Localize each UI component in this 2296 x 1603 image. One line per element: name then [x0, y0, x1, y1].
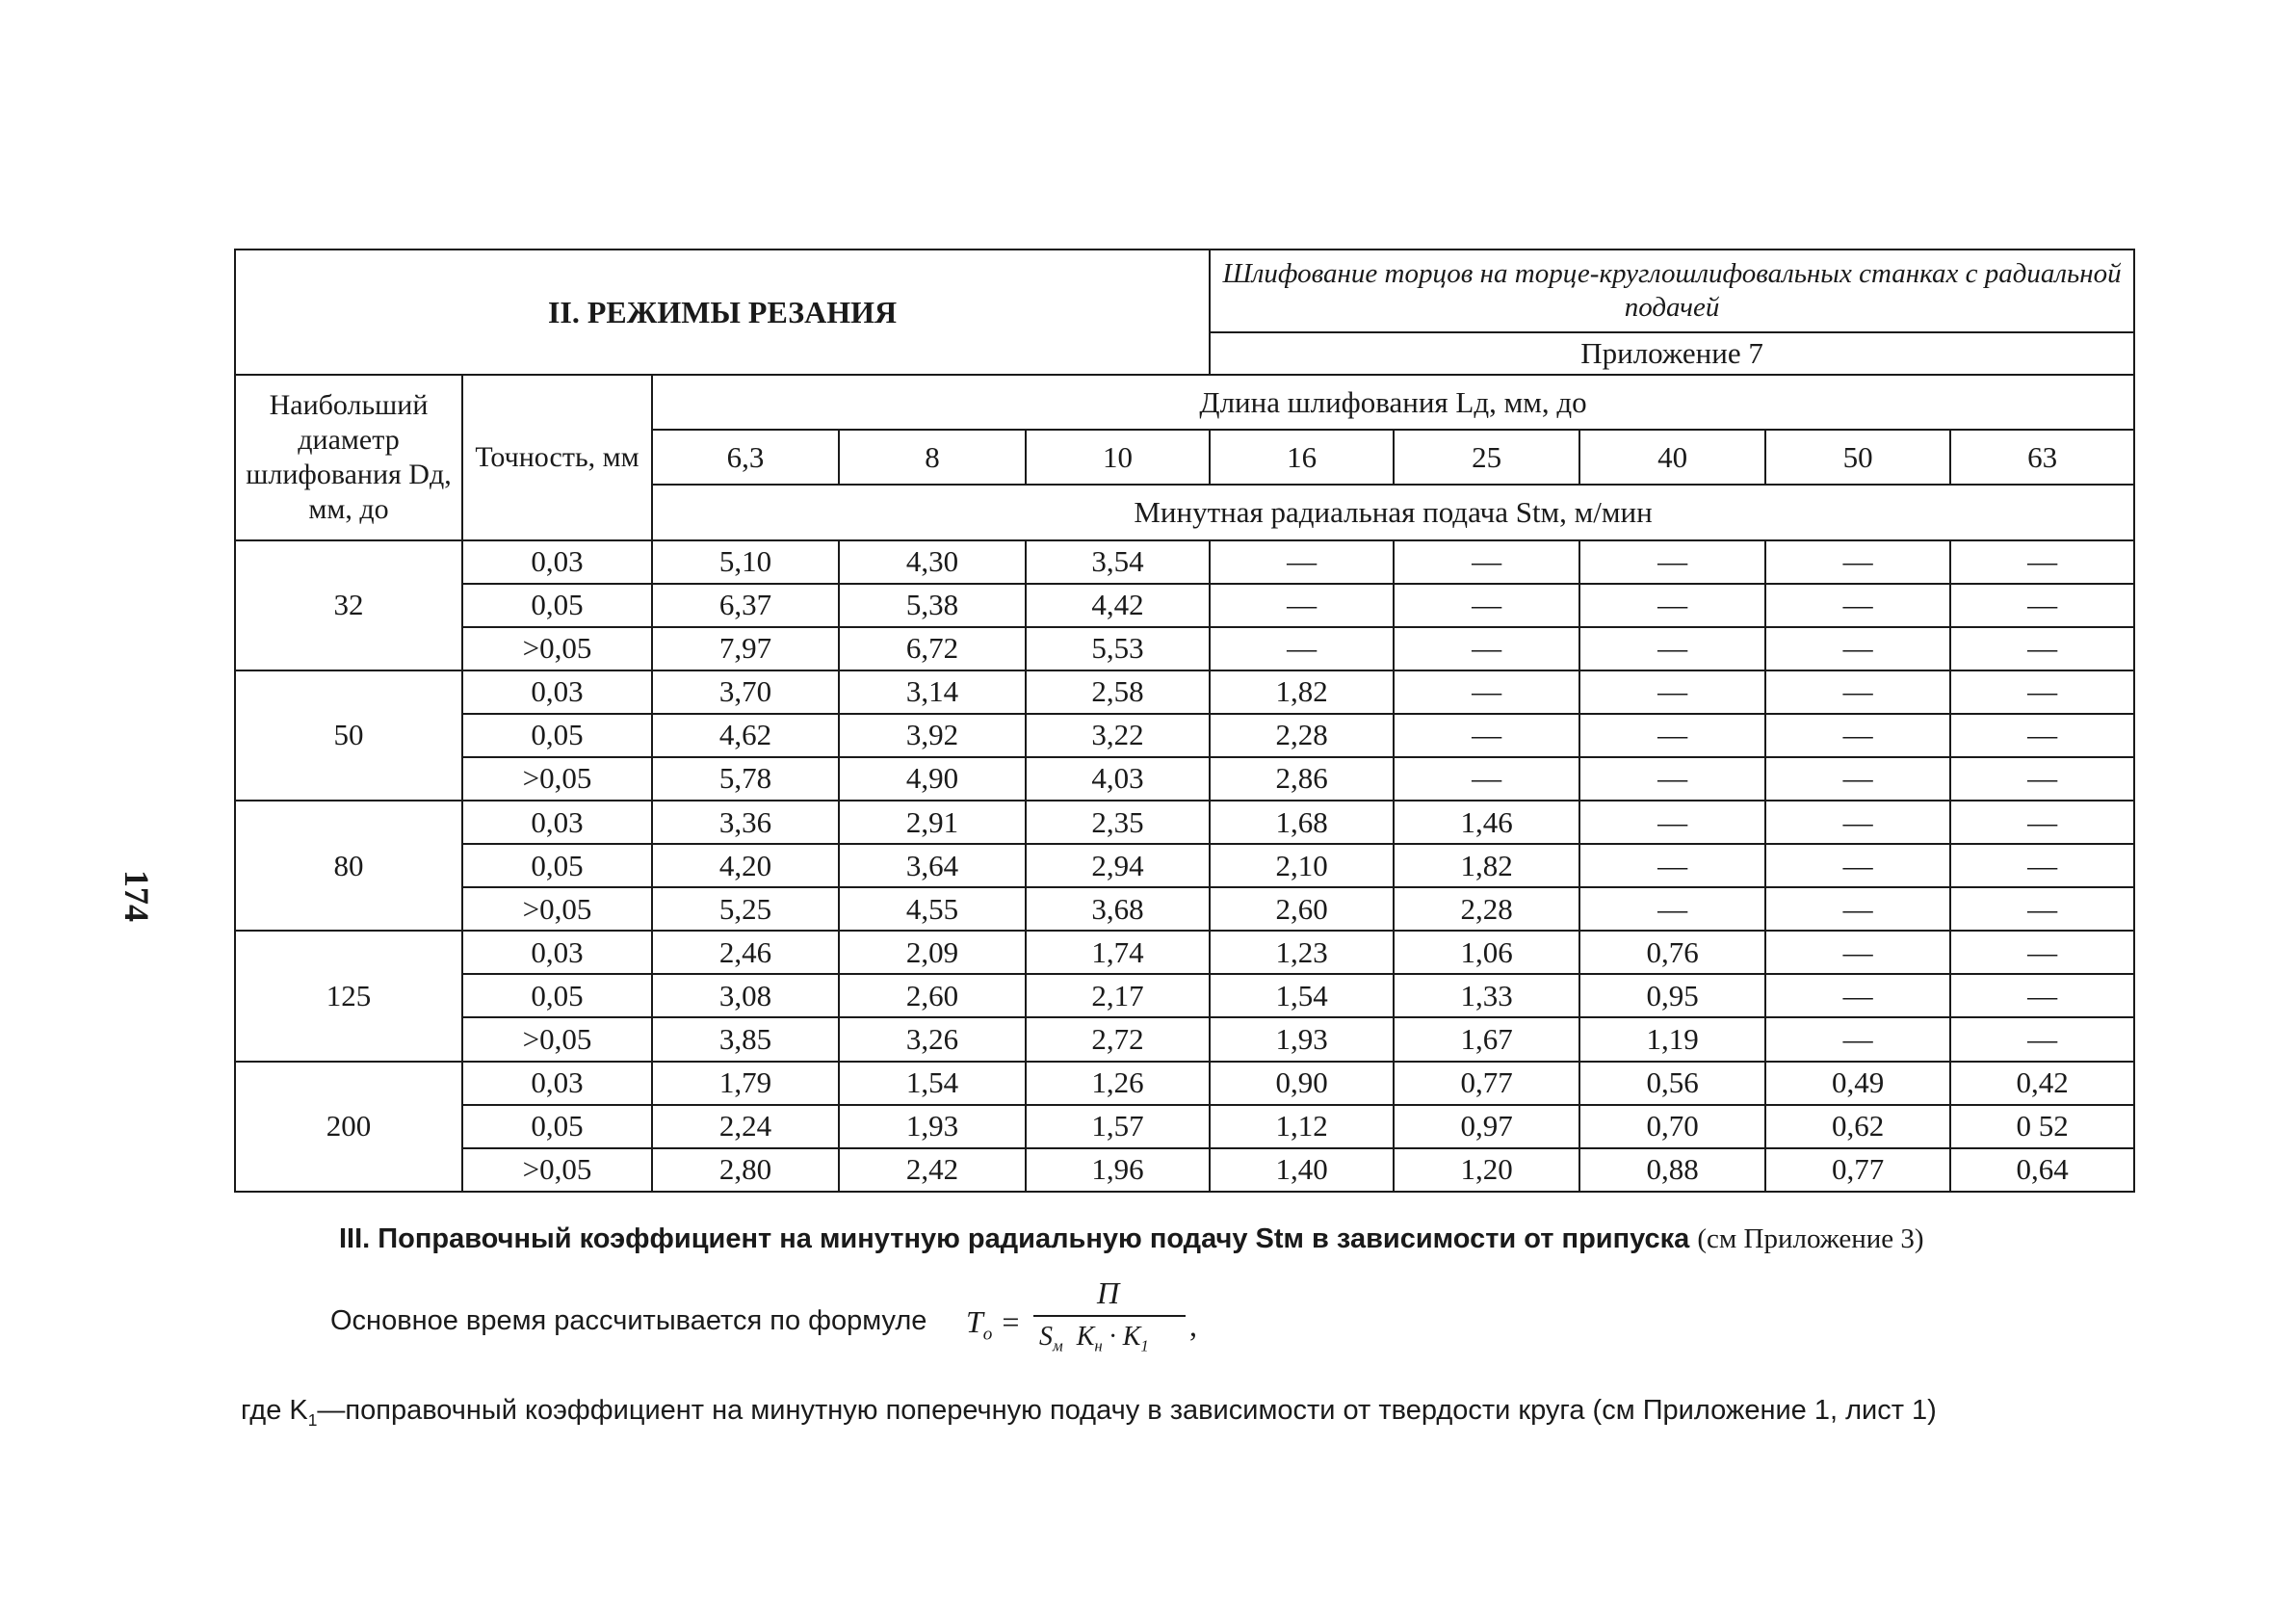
- table-row: [235, 714, 2134, 757]
- diameter-cell: 125: [235, 931, 462, 1061]
- table-row: [235, 844, 2134, 887]
- feed-value-cell: 6,37: [652, 584, 839, 627]
- feed-value-cell: —: [1765, 714, 1950, 757]
- section-title: II. РЕЖИМЫ РЕЗАНИЯ: [235, 250, 1210, 375]
- length-header-cell: 40: [1579, 430, 1765, 485]
- feed-value-cell: 2,24: [652, 1105, 839, 1148]
- cutting-modes-table: [234, 249, 2135, 1193]
- feed-value-cell: —: [1394, 540, 1579, 584]
- formula-fraction-bar: [1033, 1315, 1186, 1317]
- accuracy-cell: 0,05: [462, 974, 652, 1017]
- accuracy-cell: 0,05: [462, 844, 652, 887]
- accuracy-cell: 0,05: [462, 1105, 652, 1148]
- feed-value-cell: 0,76: [1579, 931, 1765, 974]
- feed-value-cell: —: [1579, 887, 1765, 931]
- table-row: [235, 584, 2134, 627]
- feed-value-cell: 2,94: [1026, 844, 1210, 887]
- feed-value-cell: 1,46: [1394, 801, 1579, 844]
- diameter-column-header: Наибольший диаметр шлифования Dд, мм, до: [235, 375, 462, 539]
- feed-value-cell: 3,22: [1026, 714, 1210, 757]
- feed-value-cell: 2,72: [1026, 1017, 1210, 1061]
- feed-value-cell: 1,82: [1210, 670, 1394, 714]
- formula-numerator: П: [1097, 1275, 1120, 1310]
- feed-value-cell: 3,26: [839, 1017, 1026, 1061]
- feed-value-cell: 3,08: [652, 974, 839, 1017]
- feed-value-cell: 2,35: [1026, 801, 1210, 844]
- feed-value-cell: —: [1579, 540, 1765, 584]
- feed-value-cell: 0,70: [1579, 1105, 1765, 1148]
- length-header-cell: 63: [1950, 430, 2134, 485]
- accuracy-cell: >0,05: [462, 627, 652, 670]
- feed-value-cell: 1,96: [1026, 1148, 1210, 1192]
- feed-value-cell: 2,60: [1210, 887, 1394, 931]
- feed-value-cell: —: [1765, 801, 1950, 844]
- table-row: [235, 1017, 2134, 1061]
- feed-value-cell: 0,95: [1579, 974, 1765, 1017]
- feed-value-cell: 2,80: [652, 1148, 839, 1192]
- feed-value-cell: 1,93: [1210, 1017, 1394, 1061]
- feed-value-cell: 5,25: [652, 887, 839, 931]
- feed-value-cell: 5,53: [1026, 627, 1210, 670]
- feed-value-cell: 7,97: [652, 627, 839, 670]
- feed-value-cell: —: [1579, 584, 1765, 627]
- feed-value-cell: —: [1394, 757, 1579, 801]
- feed-value-cell: —: [1394, 627, 1579, 670]
- feed-value-cell: —: [1579, 757, 1765, 801]
- accuracy-cell: 0,05: [462, 584, 652, 627]
- feed-value-cell: 2,58: [1026, 670, 1210, 714]
- feed-value-cell: 5,10: [652, 540, 839, 584]
- feed-value-cell: —: [1950, 887, 2134, 931]
- table-row: [235, 627, 2134, 670]
- accuracy-cell: >0,05: [462, 1017, 652, 1061]
- table-row: [235, 670, 2134, 714]
- basic-time-formula: [966, 1260, 1207, 1366]
- feed-value-cell: 1,93: [839, 1105, 1026, 1148]
- feed-value-cell: —: [1394, 714, 1579, 757]
- feed-value-cell: —: [1579, 801, 1765, 844]
- length-header-cell: 8: [839, 430, 1026, 485]
- feed-group-header: Минутная радиальная подача Stм, м/мин: [652, 485, 2134, 539]
- feed-value-cell: 1,74: [1026, 931, 1210, 974]
- feed-value-cell: —: [1765, 540, 1950, 584]
- feed-value-cell: —: [1950, 844, 2134, 887]
- feed-value-cell: —: [1210, 540, 1394, 584]
- feed-value-cell: 2,42: [839, 1148, 1026, 1192]
- feed-value-cell: 3,36: [652, 801, 839, 844]
- feed-value-cell: —: [1765, 931, 1950, 974]
- feed-value-cell: 1,26: [1026, 1062, 1210, 1105]
- feed-value-cell: —: [1950, 974, 2134, 1017]
- feed-value-cell: 5,78: [652, 757, 839, 801]
- feed-value-cell: 2,86: [1210, 757, 1394, 801]
- feed-value-cell: —: [1950, 670, 2134, 714]
- feed-value-cell: 0,77: [1765, 1148, 1950, 1192]
- feed-value-cell: 2,28: [1210, 714, 1394, 757]
- feed-value-cell: —: [1765, 1017, 1950, 1061]
- feed-value-cell: 1,68: [1210, 801, 1394, 844]
- feed-value-cell: 6,72: [839, 627, 1026, 670]
- feed-value-cell: 0,62: [1765, 1105, 1950, 1148]
- table-row: [235, 974, 2134, 1017]
- feed-value-cell: 0,97: [1394, 1105, 1579, 1148]
- feed-value-cell: 3,70: [652, 670, 839, 714]
- feed-value-cell: —: [1765, 670, 1950, 714]
- feed-value-cell: 1,79: [652, 1062, 839, 1105]
- feed-value-cell: 4,42: [1026, 584, 1210, 627]
- feed-value-cell: 0,90: [1210, 1062, 1394, 1105]
- feed-value-cell: 1,19: [1579, 1017, 1765, 1061]
- length-header-cell: 6,3: [652, 430, 839, 485]
- feed-value-cell: 1,23: [1210, 931, 1394, 974]
- feed-value-cell: 4,20: [652, 844, 839, 887]
- feed-value-cell: —: [1950, 801, 2134, 844]
- section-3-note: [339, 1223, 1924, 1255]
- table-row: [235, 1062, 2134, 1105]
- feed-value-cell: —: [1579, 627, 1765, 670]
- feed-value-cell: —: [1579, 670, 1765, 714]
- feed-value-cell: 1,33: [1394, 974, 1579, 1017]
- where-k1-note: где $K_1—поправочный$ коэффициент на минутную поперечную подачу в зависимости от твердости круга (см Приложение 1, лист 1): [241, 1395, 1937, 1430]
- feed-value-cell: 2,46: [652, 931, 839, 974]
- formula-denominator: $S_м$ $K_н \cdot K_1$: [1039, 1322, 1149, 1355]
- accuracy-column-header: Точность, мм: [462, 375, 652, 539]
- feed-value-cell: —: [1950, 627, 2134, 670]
- feed-value-cell: 3,85: [652, 1017, 839, 1061]
- section-3-reference: (см Приложение 3): [1697, 1223, 1924, 1254]
- feed-value-cell: 3,64: [839, 844, 1026, 887]
- feed-value-cell: —: [1765, 844, 1950, 887]
- diameter-cell: 50: [235, 670, 462, 801]
- formula-comma: ,: [1189, 1308, 1197, 1343]
- formula-intro: Основное время рассчитывается по формуле: [330, 1305, 927, 1336]
- feed-value-cell: —: [1394, 584, 1579, 627]
- feed-value-cell: 0 52: [1950, 1105, 2134, 1148]
- table-row: [235, 1148, 2134, 1192]
- feed-value-cell: 4,62: [652, 714, 839, 757]
- feed-value-cell: —: [1765, 887, 1950, 931]
- accuracy-cell: 0,03: [462, 540, 652, 584]
- length-group-header: Длина шлифования Lд, мм, до: [652, 375, 2134, 430]
- diameter-cell: 200: [235, 1062, 462, 1192]
- feed-value-cell: 2,91: [839, 801, 1026, 844]
- feed-value-cell: —: [1210, 627, 1394, 670]
- feed-value-cell: 1,82: [1394, 844, 1579, 887]
- accuracy-cell: 0,03: [462, 931, 652, 974]
- feed-value-cell: 3,92: [839, 714, 1026, 757]
- table-row: [235, 1105, 2134, 1148]
- feed-value-cell: 3,14: [839, 670, 1026, 714]
- feed-value-cell: 0,64: [1950, 1148, 2134, 1192]
- feed-value-cell: 1,67: [1394, 1017, 1579, 1061]
- page-number: 174: [117, 870, 156, 922]
- feed-value-cell: —: [1765, 584, 1950, 627]
- accuracy-cell: 0,03: [462, 670, 652, 714]
- feed-value-cell: —: [1950, 540, 2134, 584]
- feed-value-cell: 4,03: [1026, 757, 1210, 801]
- length-header-cell: 25: [1394, 430, 1579, 485]
- feed-value-cell: 2,10: [1210, 844, 1394, 887]
- length-header-cell: 50: [1765, 430, 1950, 485]
- accuracy-cell: 0,03: [462, 801, 652, 844]
- feed-value-cell: —: [1765, 757, 1950, 801]
- length-header-cell: 10: [1026, 430, 1210, 485]
- table-row: [235, 757, 2134, 801]
- feed-value-cell: —: [1950, 757, 2134, 801]
- table-row: [235, 540, 2134, 584]
- feed-value-cell: —: [1765, 627, 1950, 670]
- feed-value-cell: 1,57: [1026, 1105, 1210, 1148]
- feed-value-cell: 0,42: [1950, 1062, 2134, 1105]
- feed-value-cell: 2,17: [1026, 974, 1210, 1017]
- feed-value-cell: —: [1950, 931, 2134, 974]
- feed-value-cell: 1,20: [1394, 1148, 1579, 1192]
- feed-value-cell: 0,49: [1765, 1062, 1950, 1105]
- feed-value-cell: 0,88: [1579, 1148, 1765, 1192]
- accuracy-cell: 0,03: [462, 1062, 652, 1105]
- feed-value-cell: 1,54: [1210, 974, 1394, 1017]
- table-row: [235, 887, 2134, 931]
- feed-value-cell: 1,06: [1394, 931, 1579, 974]
- feed-value-cell: —: [1950, 584, 2134, 627]
- feed-value-cell: 4,55: [839, 887, 1026, 931]
- feed-value-cell: 3,68: [1026, 887, 1210, 931]
- table-row: [235, 931, 2134, 974]
- feed-value-cell: 2,28: [1394, 887, 1579, 931]
- feed-value-cell: 0,56: [1579, 1062, 1765, 1105]
- accuracy-cell: >0,05: [462, 1148, 652, 1192]
- feed-value-cell: —: [1579, 714, 1765, 757]
- appendix-label: Приложение 7: [1210, 332, 2134, 375]
- feed-value-cell: 2,09: [839, 931, 1026, 974]
- feed-value-cell: —: [1950, 714, 2134, 757]
- accuracy-cell: 0,05: [462, 714, 652, 757]
- feed-value-cell: —: [1210, 584, 1394, 627]
- feed-value-cell: —: [1579, 844, 1765, 887]
- feed-value-cell: 0,77: [1394, 1062, 1579, 1105]
- accuracy-cell: >0,05: [462, 757, 652, 801]
- diameter-cell: 80: [235, 801, 462, 931]
- length-header-cell: 16: [1210, 430, 1394, 485]
- feed-value-cell: 5,38: [839, 584, 1026, 627]
- feed-value-cell: 1,54: [839, 1062, 1026, 1105]
- feed-value-cell: 4,90: [839, 757, 1026, 801]
- feed-value-cell: 4,30: [839, 540, 1026, 584]
- section-3-text: III. Поправочный коэффициент на минутную радиальную подачу Stм в зависимости от припуска: [339, 1223, 1690, 1254]
- feed-value-cell: —: [1394, 670, 1579, 714]
- feed-value-cell: 1,40: [1210, 1148, 1394, 1192]
- formula-lhs: $T_o$ =: [966, 1304, 1021, 1345]
- feed-value-cell: 1,12: [1210, 1105, 1394, 1148]
- feed-value-cell: —: [1765, 974, 1950, 1017]
- table-row: [235, 801, 2134, 844]
- accuracy-cell: >0,05: [462, 887, 652, 931]
- feed-value-cell: 2,60: [839, 974, 1026, 1017]
- feed-value-cell: 3,54: [1026, 540, 1210, 584]
- feed-value-cell: —: [1950, 1017, 2134, 1061]
- diameter-cell: 32: [235, 540, 462, 670]
- work-title: Шлифование торцов на торце-круглошлифовальных станках с радиальной подачей: [1210, 250, 2134, 332]
